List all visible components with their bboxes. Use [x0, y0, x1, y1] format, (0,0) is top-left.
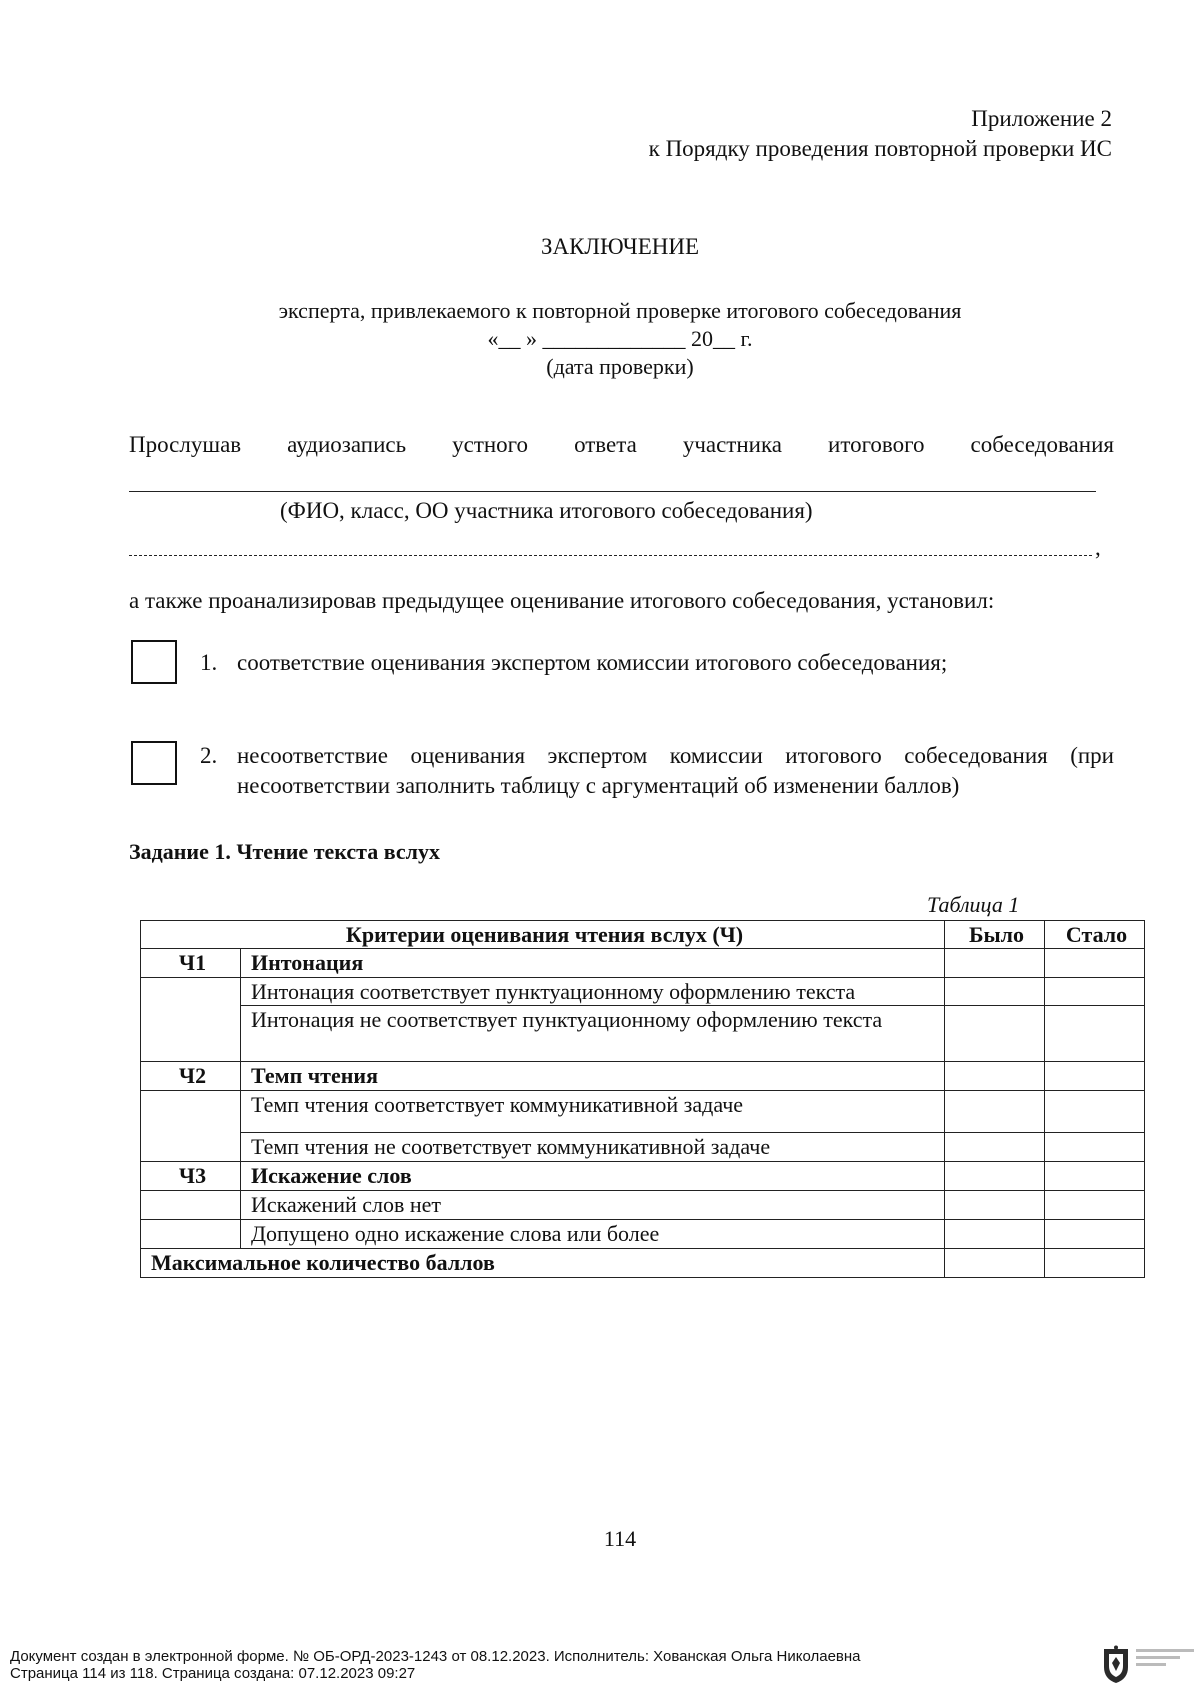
criterion-code: Ч3 — [141, 1162, 241, 1191]
listen-word: устного — [452, 432, 529, 457]
option-2-text: несоответствие оценивания экспертом комиссии итогового собеседования (при несоответствии заполнить таблицу с аргументаций об изменении баллов) — [237, 743, 1114, 798]
became-cell[interactable] — [1045, 978, 1145, 1006]
criterion-title: Темп чтения — [241, 1062, 945, 1091]
table-header-row — [141, 921, 1145, 949]
listen-word: ответа — [574, 432, 637, 457]
subtitle-expert: эксперта, привлекаемого к повторной проверке итогового собеседования — [278, 298, 962, 323]
listen-word: собеседования — [970, 432, 1114, 457]
table-row — [141, 1162, 1145, 1191]
became-cell[interactable] — [1045, 1133, 1145, 1162]
listen-word: итогового — [828, 432, 925, 457]
was-cell[interactable] — [945, 1191, 1045, 1220]
date-caption: (дата проверки) — [546, 354, 694, 379]
table-row — [141, 1006, 1145, 1062]
listen-word: участника — [682, 432, 782, 457]
table-row — [141, 1133, 1145, 1162]
page-number: 114 — [603, 1526, 637, 1551]
table-row — [141, 1062, 1145, 1091]
max-score-label: Максимальное количество баллов — [141, 1249, 945, 1278]
fio-caption: (ФИО, класс, ОО участника итогового собеседования) — [280, 498, 813, 523]
was-header: Было — [945, 921, 1045, 949]
issuer-seal-text — [1136, 1646, 1196, 1682]
option-2-number: 2. — [200, 743, 218, 768]
became-cell[interactable] — [1045, 1062, 1145, 1091]
was-cell[interactable] — [945, 1006, 1045, 1062]
document-title: ЗАКЛЮЧЕНИЕ — [540, 234, 700, 259]
option-2-checkbox[interactable] — [131, 741, 177, 785]
criterion-code — [141, 1091, 241, 1162]
criterion-option: Интонация соответствует пунктуационному оформлению текста — [241, 978, 945, 1006]
became-header: Стало — [1045, 921, 1145, 949]
fio-blank-line[interactable] — [129, 491, 1096, 492]
criterion-option: Допущено одно искажение слова или более — [241, 1220, 945, 1249]
was-cell[interactable] — [945, 1062, 1045, 1091]
became-cell[interactable] — [1045, 1220, 1145, 1249]
table-row — [141, 1191, 1145, 1220]
footer-line-2: Страница 114 из 118. Страница создана: 07.12.2023 09:27 — [10, 1665, 416, 1682]
was-cell[interactable] — [945, 1249, 1045, 1278]
criterion-code — [141, 978, 241, 1062]
listen-sentence — [129, 430, 1114, 460]
criterion-code: Ч2 — [141, 1062, 241, 1091]
criteria-header: Критерии оценивания чтения вслух (Ч) — [141, 921, 945, 949]
criterion-title: Интонация — [241, 949, 945, 978]
appendix-reference — [649, 104, 1112, 164]
document-footer — [10, 1648, 861, 1682]
became-cell[interactable] — [1045, 1249, 1145, 1278]
criterion-option: Интонация не соответствует пунктуационному оформлению текста — [241, 1006, 945, 1062]
criterion-option: Темп чтения не соответствует коммуникативной задаче — [241, 1133, 945, 1162]
table-row — [141, 978, 1145, 1006]
became-cell[interactable] — [1045, 1091, 1145, 1133]
was-cell[interactable] — [945, 1162, 1045, 1191]
criterion-code — [141, 1220, 241, 1249]
coat-of-arms-icon — [1100, 1645, 1132, 1685]
was-cell[interactable] — [945, 978, 1045, 1006]
line-comma: , — [1095, 535, 1101, 560]
became-cell[interactable] — [1045, 949, 1145, 978]
became-cell[interactable] — [1045, 1006, 1145, 1062]
listen-word: аудиозапись — [287, 432, 407, 457]
document-subtitle — [0, 297, 1200, 381]
analysis-text: а также проанализировав предыдущее оценивание итогового собеседования, установил: — [129, 588, 995, 613]
footer-line-1: Документ создан в электронной форме. № ОБ-ОРД-2023-1243 от 08.12.2023. Исполнитель: Хованская Ольга Николаевна — [10, 1648, 861, 1665]
criteria-table — [140, 920, 1145, 1278]
table-row — [141, 1220, 1145, 1249]
was-cell[interactable] — [945, 949, 1045, 978]
was-cell[interactable] — [945, 1091, 1045, 1133]
criterion-option: Искажений слов нет — [241, 1191, 945, 1220]
table-row — [141, 1091, 1145, 1133]
became-cell[interactable] — [1045, 1162, 1145, 1191]
option-1-number: 1. — [200, 650, 218, 675]
table-row-max-score — [141, 1249, 1145, 1278]
table-row — [141, 949, 1145, 978]
criterion-option: Темп чтения соответствует коммуникативной задаче — [241, 1091, 945, 1133]
criterion-code — [141, 1191, 241, 1220]
was-cell[interactable] — [945, 1133, 1045, 1162]
criterion-code: Ч1 — [141, 949, 241, 978]
was-cell[interactable] — [945, 1220, 1045, 1249]
task-heading: Задание 1. Чтение текста вслух — [129, 839, 440, 864]
fio-blank-line-2[interactable] — [129, 555, 1092, 556]
option-1-text: соответствие оценивания экспертом комиссии итогового собеседования; — [237, 650, 948, 675]
became-cell[interactable] — [1045, 1191, 1145, 1220]
listen-word: Прослушав — [129, 432, 242, 457]
option-1-checkbox[interactable] — [131, 640, 177, 684]
table-caption: Таблица 1 — [927, 892, 1020, 917]
appendix-number: Приложение 2 — [971, 106, 1112, 131]
date-line: «__ » _____________ 20__ г. — [487, 326, 753, 351]
appendix-order: к Порядку проведения повторной проверки ИС — [648, 136, 1112, 161]
criterion-title: Искажение слов — [241, 1162, 945, 1191]
